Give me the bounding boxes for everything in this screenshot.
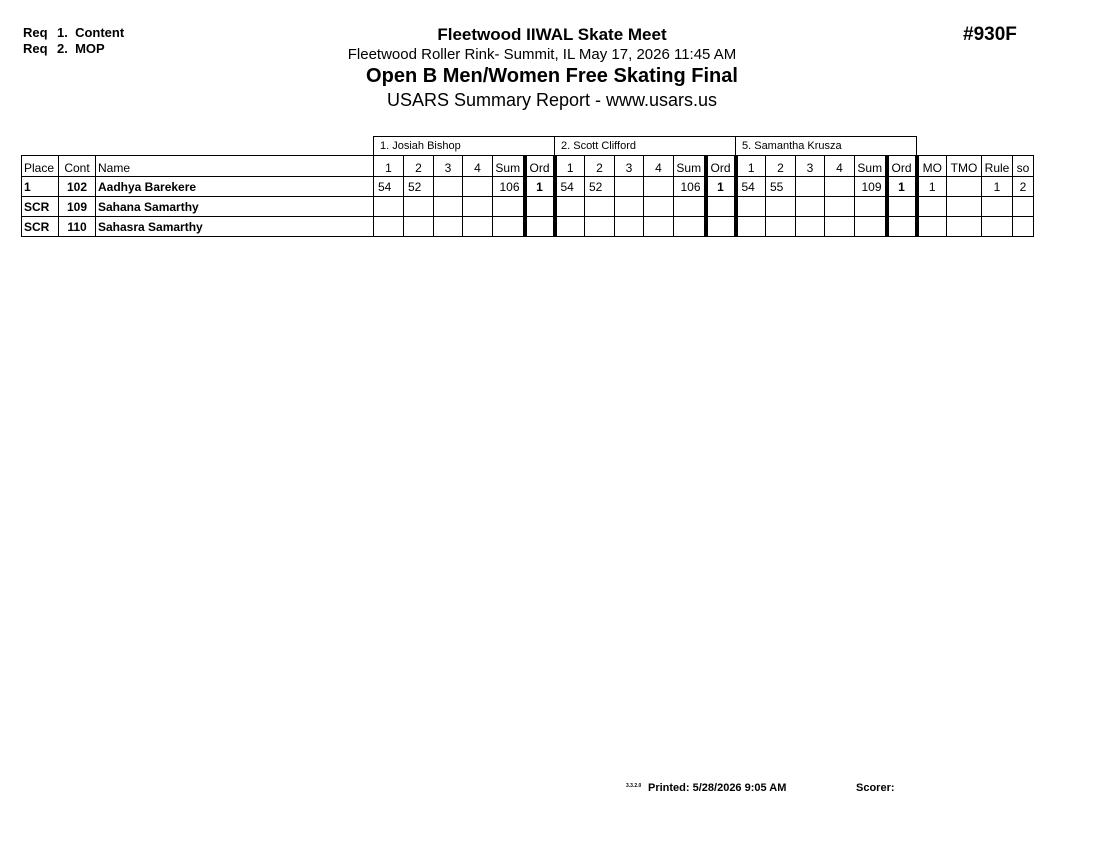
skater-name-cell: Aadhya Barekere [96,177,374,197]
j1-score-1-cell [374,217,404,237]
j3-score-4-cell [825,177,855,197]
mo-cell: 1 [917,177,947,197]
skater-name-cell: Sahana Samarthy [96,197,374,217]
header-j1-1: 1 [374,156,404,177]
event-title: Open B Men/Women Free Skating Final [366,65,738,87]
header-cont: Cont [59,156,96,177]
j2-score-2-cell: 52 [585,177,615,197]
j1-score-2-cell: 52 [404,177,434,197]
judge-3-name: 5. Samantha Krusza [736,137,917,156]
j1-score-1-cell: 54 [374,177,404,197]
j2-score-4-cell [644,177,674,197]
header-mo: MO [917,156,947,177]
j1-ordinal-cell [525,197,555,217]
j2-score-1-cell [555,217,585,237]
contestant-number-cell: 102 [59,177,96,197]
header-j2-2: 2 [585,156,615,177]
mo-cell [917,197,947,217]
tmo-cell [947,197,982,217]
header-j3-3: 3 [796,156,825,177]
header-j1-4: 4 [463,156,493,177]
table-row [22,177,1034,197]
j3-score-3-cell [796,177,825,197]
j2-score-4-cell [644,197,674,217]
j1-score-3-cell [434,197,463,217]
place-cell: 1 [22,177,59,197]
j1-ordinal-cell [525,217,555,237]
j2-score-sum-cell [674,197,706,217]
j3-ordinal-cell [887,197,917,217]
j2-score-3-cell [615,217,644,237]
j2-score-sum-cell [674,217,706,237]
header-j2-3: 3 [615,156,644,177]
meet-title: Fleetwood IIWAL Skate Meet [437,25,667,44]
header-j3-4: 4 [825,156,855,177]
header-j3-1: 1 [736,156,766,177]
contestant-number-cell: 109 [59,197,96,217]
header-j3-sum: Sum [855,156,887,177]
header-place: Place [22,156,59,177]
header-j1-sum: Sum [493,156,525,177]
venue-date: Fleetwood Roller Rink- Summit, IL May 17, 2026 11:45 AM [347,46,737,63]
j2-ordinal-cell [706,197,736,217]
j3-score-sum-cell [855,197,887,217]
header-j3-ord: Ord [887,156,917,177]
report-title: USARS Summary Report - www.usars.us [386,90,718,110]
j1-score-sum-cell [493,217,525,237]
scorer-label: Scorer: [856,782,895,794]
header-j2-4: 4 [644,156,674,177]
software-version: 3.3.2.0 [626,783,642,789]
header-j2-ord: Ord [706,156,736,177]
place-cell: SCR [22,197,59,217]
table-row [22,197,1034,217]
j3-ordinal-cell: 1 [887,177,917,197]
j1-score-3-cell [434,217,463,237]
j2-score-3-cell [615,177,644,197]
header-tmo: TMO [947,156,982,177]
column-header-row [22,156,1034,177]
j1-score-2-cell [404,217,434,237]
j1-score-1-cell [374,197,404,217]
req-number: 1. [57,25,68,40]
j3-score-sum-cell: 109 [855,177,887,197]
j3-score-1-cell [736,217,766,237]
j1-score-4-cell [463,197,493,217]
header-j2-sum: Sum [674,156,706,177]
rule-cell [982,217,1013,237]
header-so: so [1013,156,1034,177]
req-label: Req [23,25,48,40]
tmo-cell [947,177,982,197]
j1-score-4-cell [463,217,493,237]
so-cell [1013,217,1034,237]
j2-score-2-cell [585,217,615,237]
req-number: 2. [57,41,68,56]
j3-score-2-cell [766,197,796,217]
j1-score-sum-cell: 106 [493,177,525,197]
j1-ordinal-cell: 1 [525,177,555,197]
j1-score-3-cell [434,177,463,197]
rule-cell [982,197,1013,217]
j2-score-2-cell [585,197,615,217]
j2-score-1-cell [555,197,585,217]
skater-rows [22,177,1034,237]
place-cell: SCR [22,217,59,237]
so-cell: 2 [1013,177,1034,197]
j3-score-1-cell [736,197,766,217]
j2-score-3-cell [615,197,644,217]
so-cell [1013,197,1034,217]
contestant-number-cell: 110 [59,217,96,237]
j1-score-4-cell [463,177,493,197]
event-number: #930F [963,24,1017,45]
j1-score-sum-cell [493,197,525,217]
header-name: Name [96,156,374,177]
summary-table [21,136,1034,237]
judge-2-name: 2. Scott Clifford [555,137,736,156]
j2-score-1-cell: 54 [555,177,585,197]
j2-ordinal-cell [706,217,736,237]
header-j1-2: 2 [404,156,434,177]
printed-timestamp: Printed: 5/28/2026 9:05 AM [648,782,787,794]
tmo-cell [947,217,982,237]
j3-score-2-cell: 55 [766,177,796,197]
header-j2-1: 1 [555,156,585,177]
table-row [22,217,1034,237]
judge-1-name: 1. Josiah Bishop [374,137,555,156]
j3-score-1-cell: 54 [736,177,766,197]
rule-cell: 1 [982,177,1013,197]
mo-cell [917,217,947,237]
j3-score-3-cell [796,197,825,217]
req-text: MOP [75,41,105,56]
req-text: Content [75,25,125,40]
skater-name-cell: Sahasra Samarthy [96,217,374,237]
j2-score-sum-cell: 106 [674,177,706,197]
j3-score-2-cell [766,217,796,237]
j2-ordinal-cell: 1 [706,177,736,197]
j3-score-4-cell [825,197,855,217]
j2-score-4-cell [644,217,674,237]
j3-ordinal-cell [887,217,917,237]
header-j1-ord: Ord [525,156,555,177]
j3-score-4-cell [825,217,855,237]
judge-row [22,137,1034,156]
header-j3-2: 2 [766,156,796,177]
j3-score-3-cell [796,217,825,237]
j3-score-sum-cell [855,217,887,237]
header-j1-3: 3 [434,156,463,177]
req-label: Req [23,41,48,56]
header-rule: Rule [982,156,1013,177]
j1-score-2-cell [404,197,434,217]
